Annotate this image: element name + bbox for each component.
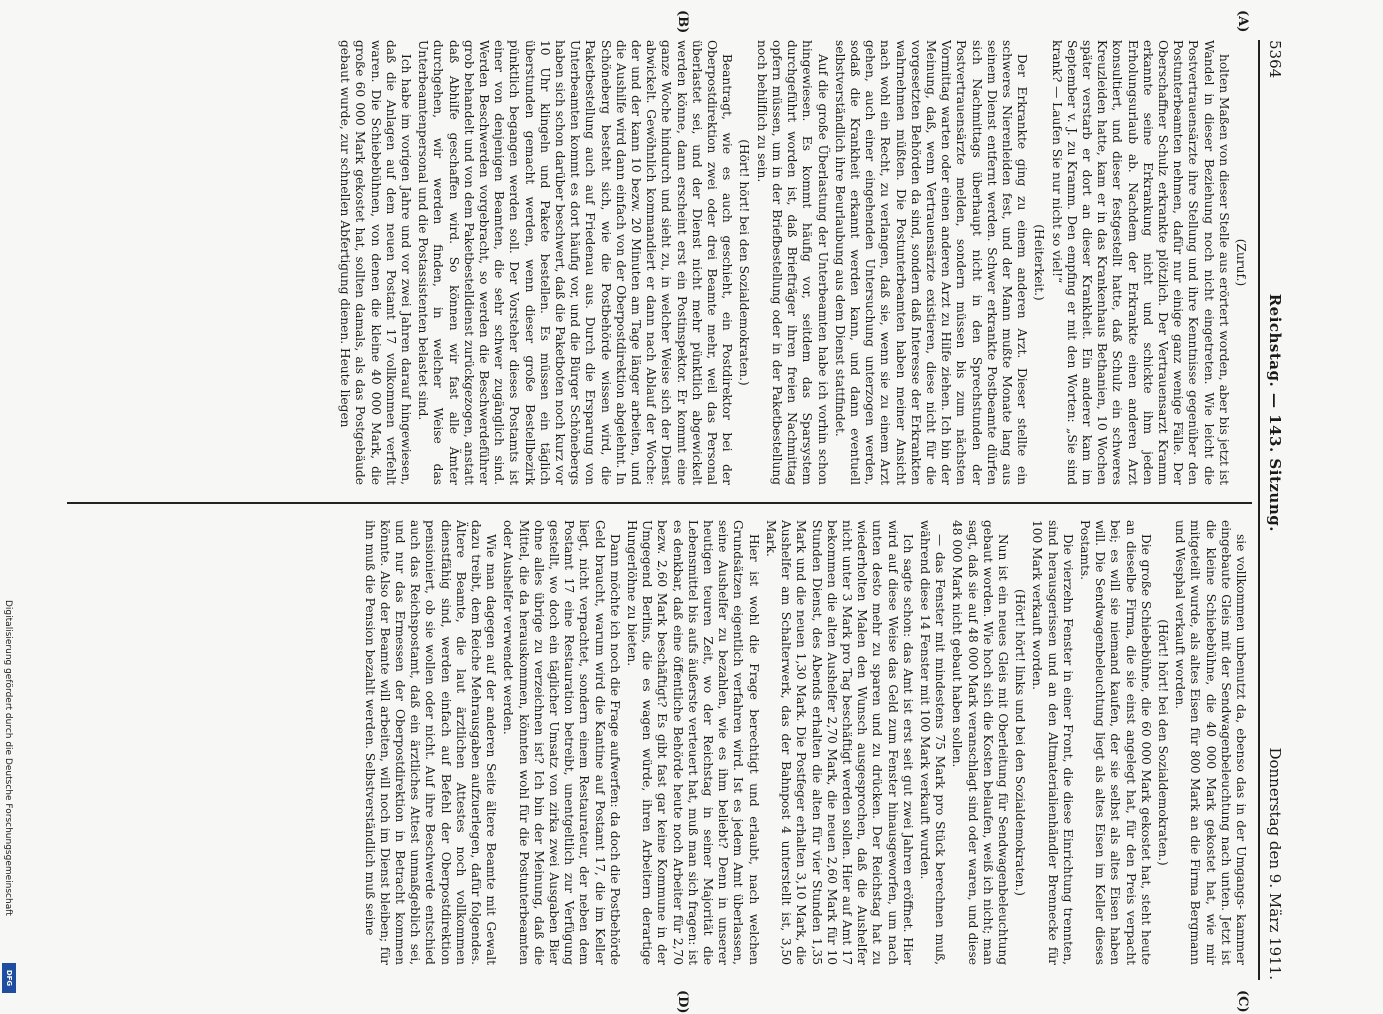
paragraph: Die vierzehn Fenster in einer Front, die diese Einrichtung trennten, sind herausgerissen und an den Altmaterialienhändler Brennecke für 100 Mark verkauft worden. <box>1030 520 1075 965</box>
paragraph: Auf die große Überlastung der Unterbeamten habe ich vorhin schon hingewiesen. Es kommt häufig vor, seitdem das Sparsystem durchgeführt worden ist, daß Briefträger ihren freien Nachmittag opfern müssen, um in der Briefbestellung oder in der Paketbestellung noch behilflich zu sein. <box>754 40 830 485</box>
credit-text: Digitalisierung gefördert durch die Deutsche Forschungsgemeinschaft <box>3 600 13 916</box>
paragraph: Wie man dagegen auf der anderen Seite ältere Beamte mit Gewalt dazu treibt, dem Reiche Mehrausgaben aufzuerlegen, dafür folgendes. Ältere Beamte, die laut ärztlichen Attestes noch vollkommen dienstfähig sind, werden einfach auf Befehl der Oberpostdirektion pensioniert, ob sie wollen oder nicht. Auf ihre Beschwerde entschied auch das Reichspostamt, daß ein ärztliches Attest unmaßgeblich sei, und nur das Ermessen der Oberpostdirektion in Betracht kommen könnte. Also der Beamte will arbeiten, will noch im Dienst bleiben; für ihn muß die Pension bezahlt werden. Selbstverständlich muß seine <box>362 520 499 965</box>
digitization-credit <box>1 600 15 990</box>
margin-mark-d: (D) <box>675 990 690 1014</box>
paragraph: Nun ist ein neues Gleis mit Oberleitung für Sendwagenbeleuchtung gebaut worden. Wie hoch sich die Kosten belaufen, weiß ich nicht; man sagt, daß sie auf 48 000 Mark veranschlagt sind oder waren, und diese 48 000 Mark nicht gebaut haben sollen. <box>950 520 1010 965</box>
margin-mark-a: (A) <box>1235 10 1250 33</box>
paragraph: (Hört! hört! bei den Sozialdemokraten.) <box>1155 619 1170 866</box>
document-page <box>65 10 1290 1014</box>
paragraph: (Hört! hört! links und bei den Sozialdemokraten.) <box>1013 588 1028 897</box>
paragraph: — das Fenster mit mindestens 75 Mark pro Stück berechnen muß, während diese 14 Fenster mit 100 Mark verkauft wurden. <box>917 520 948 965</box>
margin-mark-b: (B) <box>675 10 690 34</box>
page-title: Reichstag. — 143. Sitzung. <box>1266 293 1284 532</box>
margin-mark-c: (C) <box>1235 990 1250 1013</box>
paragraph: (Heiterkeit.) <box>1032 224 1047 301</box>
paragraph: (Zuruf.) <box>1234 238 1248 287</box>
paragraph: (Hört! hört! bei den Sozialdemokraten.) <box>737 139 752 386</box>
dfg-logo-text: DFG <box>5 969 13 987</box>
paragraph: Ich sagte schon: das Amt ist erst seit gut zwei Jahren eröffnet. Hier wird auf diese Weise das Geld zum Fenster hinausgeworfen, um nach unten desto mehr zu sparen und zu drücken. Der Reichstag hat zu wiederholten Malen den Wunsch ausgesprochen, daß die Aushelfer nicht unter 3 Mark pro Tag beschäftigt werden sollen. Hier auf Amt 17 bekommen die alten Aushelfer 2,70 Mark, die neuen 2,60 Mark für 10 Stunden Dienst, des Abends erhalten die alten für vier Stunden 1,35 Mark und die neuen 1,30 Mark. Die Postfeger erhalten 3,10 Mark, die Aushelfer am Schalterwerk, das der Bahnpost 4 unterstellt ist, 3,50 Mark. <box>763 520 915 965</box>
paragraph: Der Erkrankte ging zu einem anderen Arzt. Dieser stellte ein schweres Nierenleiden fest, und der Mann mußte Monate lang aus seinem Dienst entfernt werden. Schwer erkrankte Postbeamte dürfen sich Nachmittags überhaupt nicht in den Sprechstunden der Postvertrauensärzte melden, sondern müssen bis zum nächsten Vormittag warten oder einen anderen Arzt zu Hilfe ziehen. Ich bin der Meinung, daß, wenn Vertrauensärzte existieren, diese nicht für die vorgesetzten Behörden da sind, sondern daß Interesse der Erkrankten wahrnehmen müßten. Die Postunterbeamten haben meiner Ansicht nach wohl ein Recht, zu verlangen, daß sie, wenn sie zu einem Arzt gehen, auch einer eingehenden Untersuchung unterzogen werden, sodaß die Krankheit erkannt werden kann, und dann eventuell selbstverständlich ihre Beurlaubung aus dem Dienst stattfindet. <box>832 40 1030 485</box>
paragraph: Die große Schiebebühne, die 60 000 Mark gekostet hat, steht heute an dieselbe Firma, die sie einst angelegt hat, für den Preis verpacht bei; es will sie niemand kaufen, der sie selbst als altes Eisen haben will. Die Sendwagenbeleuchtung liegt als altes Eisen im Keller dieses Postamts. <box>1077 520 1153 965</box>
column-divider <box>67 502 1252 504</box>
page-date: Donnerstag den 9. März 1911. <box>1266 747 1284 980</box>
right-column <box>73 520 1248 965</box>
left-column <box>73 40 1248 485</box>
paragraph: holten Maßen von dieser Stelle aus erörtert worden, aber bis jetzt ist Wandel in dieser Beziehung noch nicht eingetreten. Wie leicht die Postvertrauensärzte ihre Stellung und ihre Kenntnisse gegenüber den Postunterbeamten nehmen, dafür nur einige ganz wenige Fälle. Der Oberschaffner Schulz erkrankte plötzlich. Der Vertrauensarzt Kramm erkannte seine Erkrankung nicht und schickte ihm jeden Erholungsurlaub ab. Nachdem der Erkrankte einen anderen Arzt konsultiert, und dieser festgestellt hatte, daß Schulz ein schweres Kreuzleiden hatte, kam er in das Krankenhaus Bethanien, 10 Wochen später verstarb er dort an dieser Krankheit. Ein anderer kam im September v. J. zu Kramm. Den empfing er mit den Worten: „Sie sind krank? — Laufen Sie nur nicht so viel!“ <box>1049 40 1231 485</box>
paragraph: sie vollkommen unbenutzt da, ebenso das in der Umgangs- kammer eingebaute Gleis mit der Sendwagenbeleuchtung nach unten. Jetzt ist die kleine Schiebebühne, die 40 000 Mark gekostet hat, wie mir mitgeteilt wurde, als altes Eisen für 800 Mark an die Firma Bergmann und Wesphal verkauft worden. <box>1173 520 1248 965</box>
paragraph: Beantragt, wie es auch geschieht, ein Postdirektor bei der Oberpostdirektion zwei oder drei Beamte mehr, weil das Personal überlastet sei, und der Dienst nicht mehr pünktlich abgewickelt werden könne, dann erscheint erst ein Postinspektor. Er kommt eine ganze Woche hindurch und sieht zu, in welcher Weise sich der Dienst abwickelt. Gewöhnlich kommandiert er dann nach Ablauf der Woche: der und der kann 10 bezw. 20 Minuten am Tage länger arbeiten, und die Aushilfe wird dann einfach von der Oberpostdirektion abgelehnt. In Schöneberg besteht sich, wie die Postbehörde wissen wird, die Paketbestellung auch auf Friedenau aus. Durch die Ersparung von Unterbeamten kommt es dort häufig vor, und die Bürger Schönebergs haben sich schon darüber beschwert, daß die Paketboten noch kurz vor 10 Uhr klingeln und Pakete bestellen. Es müssen ein täglich überstunden gemacht werden, wenn dieser große Bestellbezirk pünktlich begangen werden soll. Der Vorsteher dieses Postamts ist einer von denjenigen Beamten, die sehr schwer zugänglich sind. Werden Beschwerden vorgebracht, so werden die Beschwerdeführer grob behandelt und von dem Paketbestelldienst zurückgezogen, anstatt daß Abhilfe geschaffen wird. So können wir fast alle Ämter durchgehen, wir werden finden, in welcher Weise das Unterbeamtenpersonal und die Postassistenten belastet sind. <box>416 40 735 485</box>
dfg-logo <box>2 963 16 993</box>
page-header <box>1258 40 1290 980</box>
paragraph: Ich habe im vorigen Jahre und vor zwei Jahren darauf hingewiesen, daß die Anlagen auf dem neuen Postamt 17 vollkommen verfehlt waren. Die Schiebebühnen, von denen die kleine 40 000 Mark, die große 60 000 Mark gekostet hat, sollten damals, als das Postgebäude gebaut wurde, zur schnellen Abfertigung dienen. Heute liegen <box>338 40 414 485</box>
paragraph: Dann möchte ich noch die Frage aufwerfen: da doch die Postbehörde Geld braucht, warum wird die Kantine auf Postamt 17, die im Keller liegt, nicht verpachtet, sondern einem Restaurateur, der neben dem Postamt 17 eine Restauration betreibt, unentgeltlich zur Verfügung gestellt, wo doch ein täglicher Umsatz von zirka zwei Ausgaben Bier ohne alles übrige zu verzeichnen ist? Ich bin der Meinung, daß die Mittel, die da herauskommen, könnten wohl für die Postunterbeamten oder Aushelfer verwendet werden. <box>501 520 622 965</box>
paragraph: Hier ist wohl die Frage berechtigt und erlaubt, nach welchen Grundsätzen eigentlich verfahren wird. Ist es jedem Amt überlassen, seine Aushelfer zu bezahlen, wie es ihm beliebt? Denn in unserer heutigen teuren Zeit, wo der Reichstag in seiner Majorität die Lebensmittel bis aufs äußerste verteuert hat, muß man sich fragen: ist es denkbar, daß eine öffentliche Behörde heute noch Arbeiter für 2,70 bezw. 2,60 Mark beschäftigt? Es gibt fast gar keine Kommune in der Umgegend Berlins, die es wagen würde, ihren Arbeitern derartige Hungerlöhne zu bieten. <box>625 520 761 965</box>
page-number: 5364 <box>1266 40 1284 79</box>
